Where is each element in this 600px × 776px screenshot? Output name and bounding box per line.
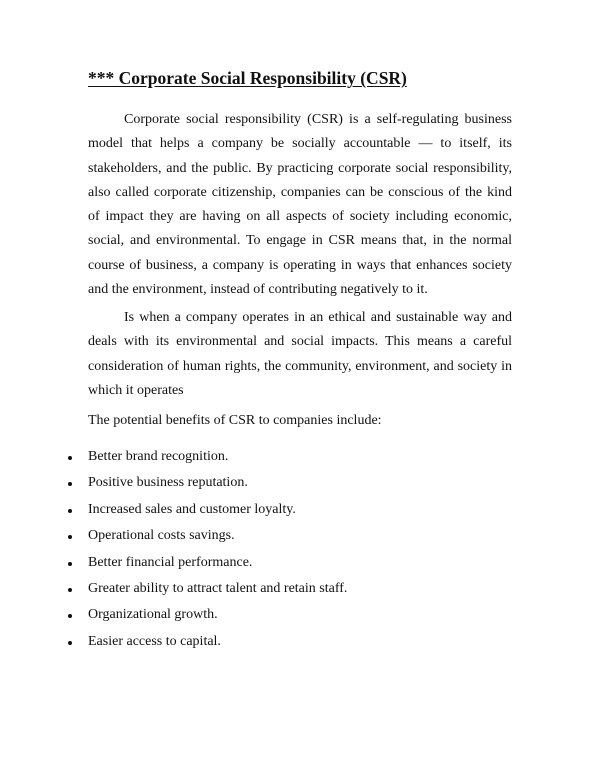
bullet-icon: [68, 482, 72, 486]
bullet-icon: [68, 562, 72, 566]
bullet-icon: [68, 588, 72, 592]
bullet-icon: [68, 614, 72, 618]
bullet-icon: [68, 535, 72, 539]
list-item-text: Better brand recognition.: [88, 449, 229, 464]
list-item-text: Operational costs savings.: [88, 528, 235, 544]
document-title: *** Corporate Social Responsibility (CSR): [88, 68, 407, 88]
paragraph-csr-ethics: Is when a company operates in an ethical and sustainable way and deals with its environmental and social impacts. This means a careful consideration of human rights, the community, environment, and society in which it operates: [88, 310, 512, 398]
list-item-text: Greater ability to attract talent and retain staff.: [88, 580, 348, 596]
list-item-text: Easier access to capital.: [88, 633, 221, 649]
list-item-text: Better financial performance.: [88, 554, 253, 570]
list-item-text: Organizational growth.: [88, 607, 218, 623]
bullet-icon: [68, 456, 72, 460]
list-item-text: Positive business reputation.: [88, 475, 248, 491]
bullet-icon: [68, 509, 72, 513]
benefits-heading: The potential benefits of CSR to companies include:: [88, 413, 382, 428]
bullet-icon: [68, 641, 72, 645]
paragraph-csr-definition: Corporate social responsibility (CSR) is a self-regulating business model that helps a company be socially accountable — to itself, its stakeholders, and the public. By practicing corporate social responsibility, also called corporate citizenship, companies can be conscious of the kind of impact they are having on all aspects of society including economic, social, and environmental. To engage in CSR means that, in the normal course of business, a company is operating in ways that enhances society and the environment, instead of contributing negatively to it.: [88, 112, 512, 298]
list-item-text: Increased sales and customer loyalty.: [88, 501, 296, 517]
